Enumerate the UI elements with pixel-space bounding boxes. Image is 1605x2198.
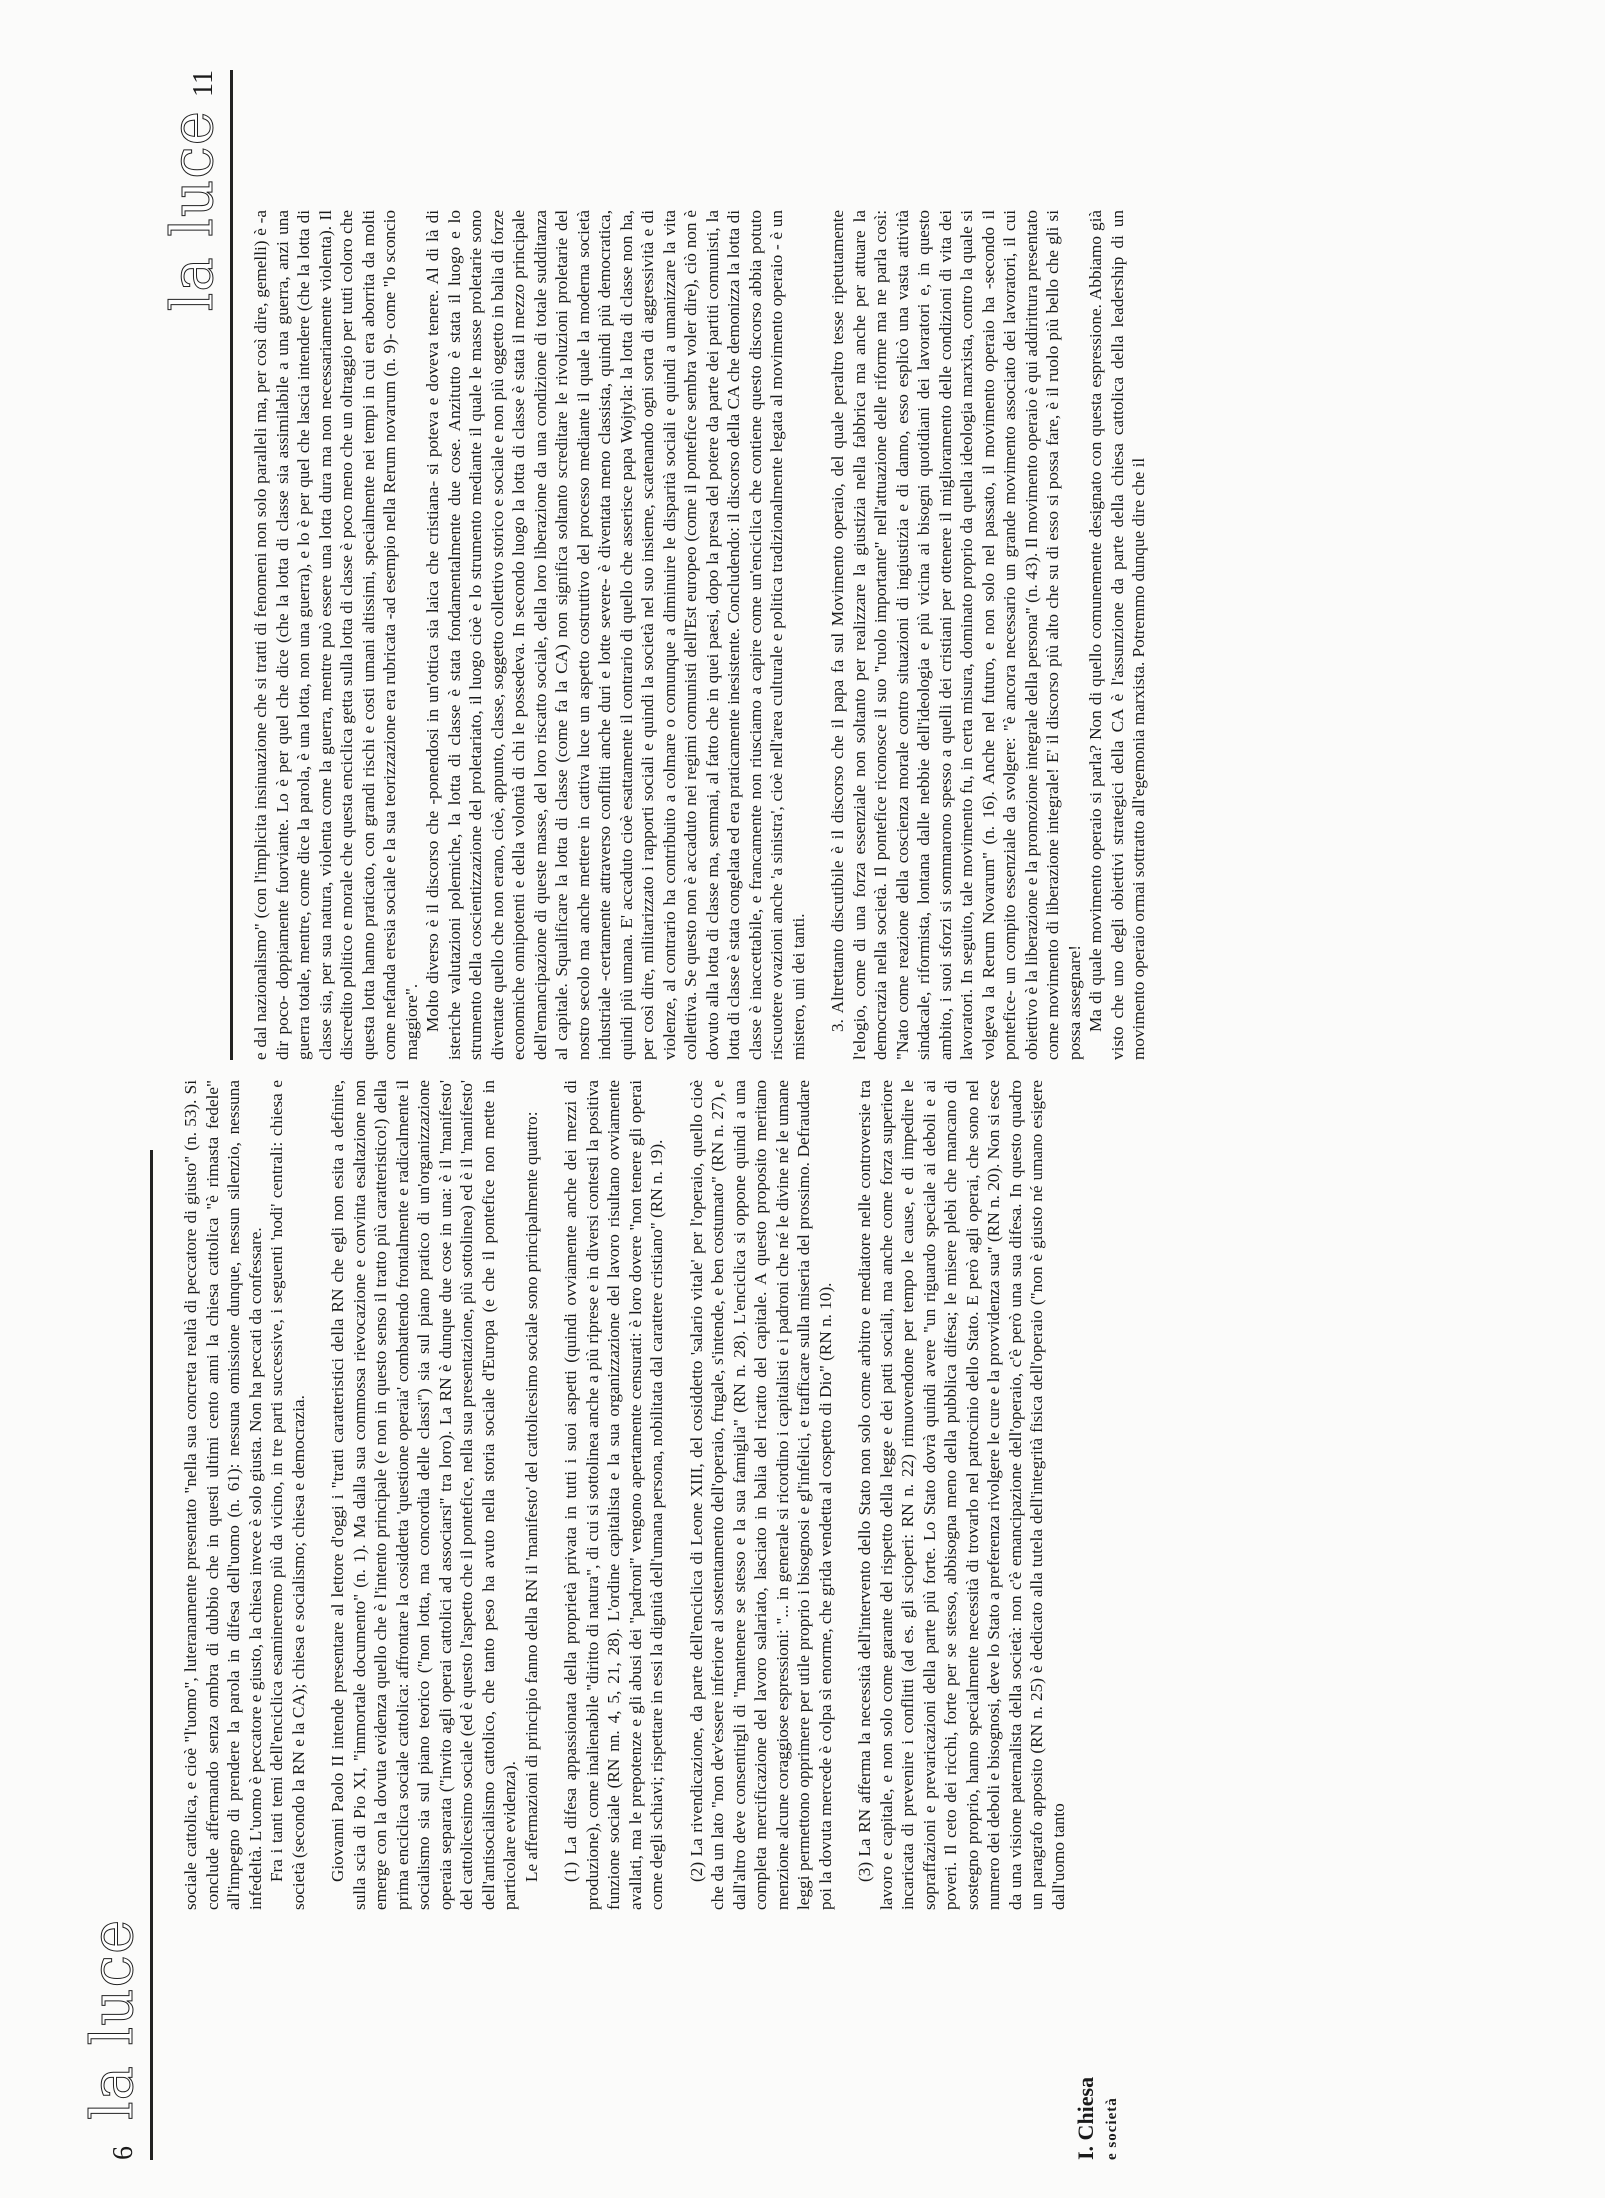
page-header: [150, 70, 233, 1060]
paragraph: (1) La difesa appassionata della proprietà privata in tutti i suoi aspetti (quindi ovviamente anche dei mezzi di produzione), come inalienabile "diritto di natura", di cui si sottolinea anche a più riprese e in diversi contesti la positiva funzione sociale (RN nn. 4, 5, 21, 28). L'ordine capitalista e la sua organizzazione del lavoro risultano ovviamente avallati, ma le prepotenze e gli abusi dei "padroni" vengono apertamente censurati: è loro dovere "non tenere gli operai come degli schiavi; rispettare in essi la dignità dell'umana persona, nobilitata dal carattere cristiano" (RN n. 19).: [561, 1080, 666, 1910]
paragraph: Le affermazioni di principio fanno della RN il 'manifesto' del cattolicesimo sociale sono principalmente quattro:: [521, 1111, 541, 1882]
page-header: [70, 1150, 153, 2160]
magazine-logo: la luce: [158, 110, 226, 312]
article-body: [250, 210, 1150, 1060]
page-11: [150, 70, 1580, 1060]
paragraph: Giovanni Paolo II intende presentare al lettore d'oggi i "tratti caratteristici della RN che egli non esita a definire, sulla scia di Pio XI, "immortale documento" (n. 1). Ma dalla sua commossa rievocazione e convinta esaltazione non emerge con la dovuta evidenza quello che è l'intento principale (e non in questo senso il tratto più caratteristico!) della prima enciclica sociale cattolica: affrontare la cosiddetta 'questione operaia' combattendo frontalmente e radicalmente il socialismo sia sul piano teorico ("non lotta, ma concordia delle classi") sia sul piano pratico di un'organizzazione operaia separata ("invito agli operai cattolici ad associarsi" tra loro). La RN è dunque due cose in una: è il 'manifesto' del cattolicesimo sociale (ed è questo l'aspetto che il pontefice, nella sua presentazione, più sottolinea) ed è il 'manifesto' dell'antisocialismo cattolico, che tanto peso ha avuto nella storia sociale d'Europa (e che il pontefice non mette in particolare evidenza).: [328, 1080, 519, 1910]
paragraph: (3) La RN afferma la necessità dell'intervento dello Stato non solo come arbitro e mediatore nelle controversie tra lavoro e capitale, e non solo come garante del rispetto della legge e dei patti sociali, ma anche come forza superiore incaricata di prevenire i conflitti (ad es. gli scioperi: RN n. 22) rimuovendone per tempo le cause, e di impedire le sopraffazioni e prevaricazioni della parte più forte. Lo Stato dovrà quindi avere "un riguardo speciale ai deboli e ai poveri. Il ceto dei ricchi, forte per se stesso, abbisogna meno della pubblica difesa; le misere plebi che mancano di sostegno proprio, hanno specialmente necessità di trovarlo nel patrocinio dello Stato. E però agli operai, che sono nel numero dei deboli e bisognosi, deve lo Stato a preferenza rivolgere le cure e la provvidenza sua" (RN n. 20). Non si esce da una visione paternalista della società: non c'è emancipazione dell'operaio, c'è però una sua difesa. In questo quadro un paragrafo apposito (RN n. 25) è dedicato alla tutela dell'integrità fisica dell'operaio ("non è giusto né umano esigere dall'uomo tanto: [855, 1080, 1068, 1910]
paragraph: e dal nazionalismo" (con l'implicita insinuazione che si tratti di fenomeni non solo paralleli ma, per così dire, gemelli) è -a dir poco- doppiamente fuorviante. Lo è per quel che dice (che la lotta di classe sia assimilabile a una guerra, anzi una guerra totale, mentre, come dice la parola, è una lotta, non una guerra), e lo è per quel che lascia intendere (che la lotta di classe sia, per sua natura, violenta come la guerra, mentre può essere una lotta dura ma non necessariamente violenta). Il discredito politico e morale che questa enciclica getta sulla lotta di classe è poco meno che un oltraggio per tutti coloro che questa lotta hanno praticato, con grandi rischi e costi umani altissimi, specialmente nei tempi in cui era aborrita da molti come nefanda eresia sociale e la sua teorizzazione era rubricata -ad esempio nella Rerum novarum (n. 9)- come "lo sconcio maggiore".: [251, 210, 421, 1060]
article-body: [180, 1080, 1069, 1910]
section-heading-line2: e società: [1104, 2097, 1120, 2160]
page-6: [70, 1080, 1570, 2160]
section-heading-line1: I. Chiesa: [1073, 2076, 1098, 2160]
paragraph: Ma di quale movimento operaio si parla? Non di quello comunemente designato con questa espressione. Abbiamo già visto che uno degli obiettivi strategici della CA è l'assunzione da parte della chiesa cattolica della leadership di un movimento operaio ormai sottratto all'egemonia marxista. Potremmo dunque dire che il: [1086, 210, 1148, 1060]
paragraph: Fra i tanti temi dell'enciclica esamineremo più da vicino, in tre parti successive, i seguenti 'nodi' centrali: chiesa e società (secondo la RN e la CA); chiesa e socialismo; chiesa e democrazia.: [267, 1080, 308, 1910]
page-number: 11: [188, 70, 219, 97]
paragraph: (2) La rivendicazione, da parte dell'enciclica di Leone XIII, del cosiddetto 'salario vitale' per l'operaio, quello cioè che da un lato "non dev'essere inferiore al sostentamento dell'operaio, frugale, s'intende, e ben costumato" (RN n. 27), e dall'altro deve consentirgli di "mantenere se stesso e la sua famiglia" (RN n. 28). L'enciclica si oppone quindi a una completa mercificazione del lavoro salariato, lasciato in balia del ricatto del capitale. A questo proposito meritano menzione alcune coraggiose espressioni: "... in generale si ricordino i capitalisti e i padroni che né le divine né le umane leggi permettono opprimere per utile proprio i bisognosi e gl'infelici, e trafficare sulla miseria del prossimo. Defraudare poi la dovuta mercede è colpa sì enorme, che grida vendetta al cospetto di Dio" (RN n. 10).: [686, 1080, 835, 1910]
paragraph: sociale cattolica, e cioè "l'uomo", luteranamente presentato "nella sua concreta realtà di peccatore di giusto" (n. 53). Si conclude affermando senza ombra di dubbio che in questi ultimi cento anni la chiesa cattolica "è rimasta fedele" all'impegno di prendere la parola in difesa dell'uomo (n. 61): nessuna omissione dunque, nessun silenzio, nessuna infedeltà. L'uomo è peccatore e giusto, la chiesa invece è solo giusta. Non ha peccati da confessare.: [181, 1080, 265, 1910]
paragraph: Molto diverso è il discorso che -ponendosi in un'ottica sia laica che cristiana- si poteva e doveva tenere. Al di là di isteriche valutazioni polemiche, la lotta di classe è stata fondamentalmente due cose. Anzitutto è stata il luogo e lo strumento della coscientizzazione del proletariato, il luogo cioè e lo strumento mediante il quale le masse proletarie sono diventate quello che non erano, cioè, appunto, classe, soggetto collettivo storico e sociale e non più oggetto in balia di forze economiche onnipotenti e della volontà di chi le possedeva. In secondo luogo la lotta di classe è stata il mezzo principale dell'emancipazione di queste masse, del loro riscatto sociale, della loro liberazione da una condizione di totale sudditanza al capitale. Squalificare la lotta di classe (come fa la CA) non significa soltanto screditare le rivoluzioni proletarie del nostro secolo ma anche mettere in cattiva luce un aspetto costruttivo del processo mediante il quale la moderna società industriale -certamente attraverso conflitti anche duri e lotte severe- è diventata meno classista, quindi più democratica, quindi più umana. E' accaduto cioè esattamente il contrario di quello che asserisce papa Wojtyla: la lotta di classe non ha, per così dire, militarizzato i rapporti sociali e quindi la società nel suo insieme, scatenando ogni sorta di aggressività e di violenze, al contrario ha contribuito a colmare o comunque a diminuire le disparità sociali e quindi a umanizzare la vita collettiva. Se questo non è accaduto nei regimi comunisti dell'Est europeo (come il pontefice sembra voler dire), ciò non è dovuto alla lotta di classe ma, semmai, al fatto che in quei paesi, dopo la presa del potere da parte dei partiti comunisti, la lotta di classe è stata congelata ed era praticamente inesistente. Concludendo: il discorso della CA che demonizza la lotta di classe è inaccettabile, e francamente non riusciamo a capire come un'enciclica che contiene questo discorso abbia potuto riscuotere ovazioni anche 'a sinistra', cioè nell'area culturale e politica tradizionalmente legata al movimento operaio - è un mistero, uni dei tanti.: [423, 210, 808, 1060]
page-number: 6: [108, 2146, 139, 2160]
paragraph: 3. Altrettanto discutibile è il discorso che il papa fa sul Movimento operaio, del quale peraltro tesse ripetutamente l'elogio, come di una forza essenziale non soltanto per realizzare la giustizia nella fabbrica ma anche per attuare la democrazia nella società. Il pontefice riconosce il suo "ruolo importante" nell'attuazione delle riforme ma ne parla così: "Nato come reazione della coscienza morale contro situazioni di ingiustizia e di danno, esso esplicò una vasta attività sindacale, riformista, lontana dalle nebbie dell'ideologia e più vicina ai bisogni quotidiani dei lavoratori e, in questo ambito, i suoi sforzi si sommarono spesso a quelli dei cristiani per ottenere il miglioramento delle condizioni di vita dei lavoratori. In seguito, tale movimento fu, in certa misura, dominato proprio da quella ideologia marxista, contro la quale si volgeva la Rerum Novarum" (n. 16). Anche nel futuro, e non solo nel passato, il movimento operaio ha -secondo il pontefice- un compito essenziale da svolgere: "è ancora necessario un grande movimento associato dei lavoratori, il cui obiettivo è la liberazione e la promozione integrale della persona" (n. 43). Il movimento operaio è qui addirittura presentato come movimento di liberazione integrale! E' il discorso più alto che su di esso si possa fare, è il ruolo più bello che gli si possa assegnare!: [828, 210, 1084, 1060]
magazine-logo: la luce: [78, 1918, 146, 2120]
section-heading: [1073, 1940, 1125, 2160]
